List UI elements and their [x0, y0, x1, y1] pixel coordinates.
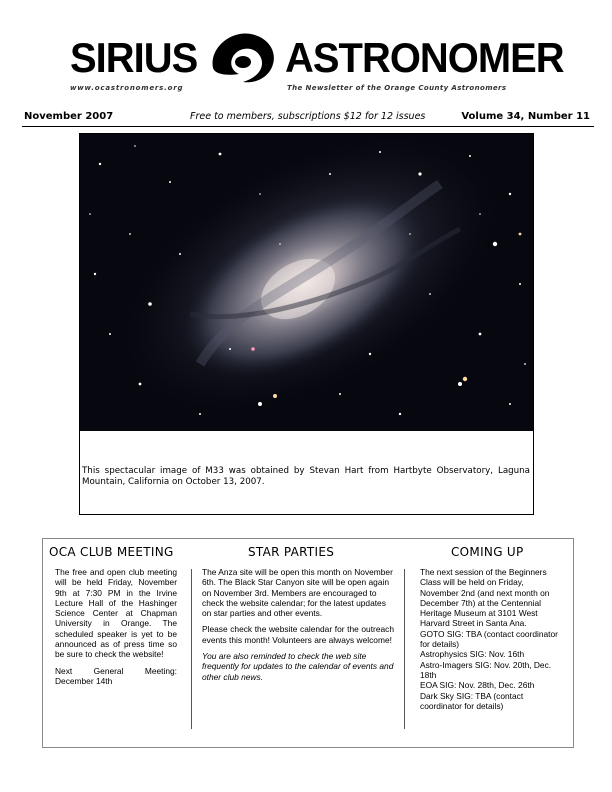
title-astronomer: ASTRONOMER	[285, 34, 564, 81]
swirl-logo-icon	[207, 28, 279, 86]
sig-item: EOA SIG: Nov. 28th, Dec. 26th	[420, 680, 535, 691]
coming-up-text	[420, 567, 562, 711]
club-meeting-body: The free and open club meeting will be held Friday, November 9th at 7:30 PM in the Irvine Lecture Hall of the Hashinger Science Center at Chapman University in Orange. The scheduled speaker is yet to be announced as of press time so be sure to check the website!	[55, 567, 177, 660]
star-parties-body-1: The Anza site will be open this month on November 6th. The Black Star Canyon site will be open again on November 3rd. Members are encouraged to check the website calendar; for the latest updates on star parties and other events.	[202, 567, 393, 619]
star-parties-heading: STAR PARTIES	[248, 545, 335, 559]
sig-item: Astro-Imagers SIG: Nov. 20th, Dec. 18th	[420, 659, 552, 680]
masthead	[0, 0, 612, 110]
galaxy-m33-photo	[80, 134, 533, 431]
club-meeting-text	[55, 567, 177, 692]
coming-up-body: The next session of the Beginners Class will be held on Friday, November 2nd (and next month on December 7th) at the Centennial Heritage Museum at 3101 West Harvard Street in Santa Ana.	[420, 567, 550, 629]
site-url: www.ocastronomers.org	[70, 84, 184, 92]
column-divider	[191, 569, 192, 729]
star-parties-body-3: You are also reminded to check the web site frequently for updates to the calendar of events and other club news.	[202, 651, 394, 682]
sig-item: Dark Sky SIG: TBA (contact coordinator for details)	[420, 690, 524, 711]
subscription-note: Free to members, subscriptions $12 for 12 issues	[190, 111, 426, 122]
next-meeting: Next General Meeting: December 14th	[55, 665, 177, 686]
sig-item: Astrophysics SIG: Nov. 16th	[420, 649, 525, 660]
issue-line	[22, 110, 594, 127]
star-parties-body-2: Please check the website calendar for the outreach events this month! Volunteers are always welcome!	[202, 624, 394, 645]
sig-item: GOTO SIG: TBA (contact coordinator for details)	[420, 628, 558, 650]
title-sirius: SIRIUS	[70, 34, 198, 81]
coming-up-heading: COMING UP	[451, 545, 524, 559]
column-divider	[404, 569, 405, 729]
club-meeting-heading: OCA CLUB MEETING	[49, 545, 174, 559]
info-box	[42, 538, 574, 748]
star-parties-text	[202, 567, 394, 688]
newsletter-tagline: The Newsletter of the Orange County Astronomers	[287, 84, 507, 92]
issue-date: November 2007	[24, 111, 114, 122]
cover-caption: This spectacular image of M33 was obtained by Stevan Hart from Hartbyte Observatory, Laguna Mountain, California on October 13, 2007.	[82, 466, 530, 487]
cover-photo-frame	[79, 133, 534, 515]
volume-number: Volume 34, Number 11	[461, 111, 590, 122]
